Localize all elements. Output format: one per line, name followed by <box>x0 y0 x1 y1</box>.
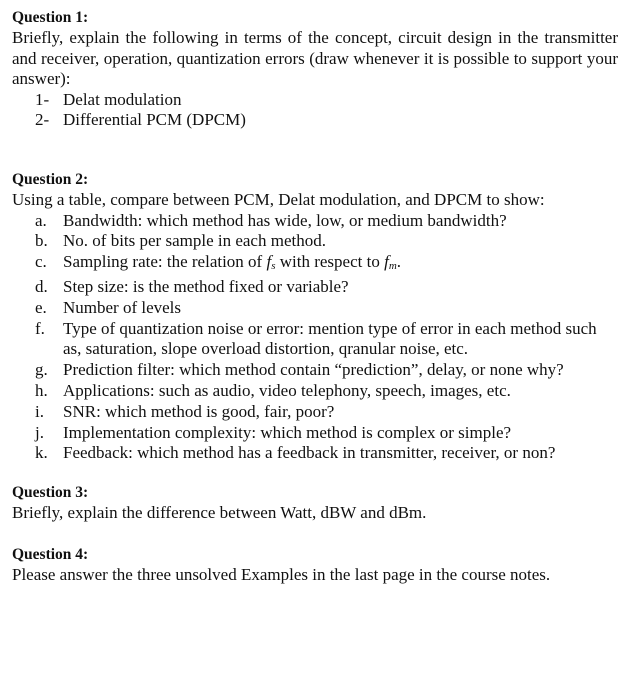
document-page <box>12 8 618 585</box>
list-item-label: Applications: such as audio, video telephony, speech, images, etc. <box>63 380 511 400</box>
list-marker: g. <box>35 360 48 380</box>
question-4-heading: Question 4: <box>12 545 89 563</box>
list-marker: 1- <box>35 89 50 109</box>
question-2-heading: Question 2: <box>12 171 89 189</box>
list-item <box>12 277 618 298</box>
list-marker: c. <box>35 252 47 272</box>
question-4-text: Please answer the three unsolved Examples in the last page in the course notes. <box>12 564 551 584</box>
list-item <box>12 423 618 444</box>
list-item-label: No. of bits per sample in each method. <box>63 231 326 251</box>
list-item-label: Type of quantization noise or error: mention type of error in each method such as, saturation, slope overload distortion, qranular noise, etc. <box>63 318 597 359</box>
list-item <box>12 110 618 131</box>
fm-subscript: m <box>388 260 397 273</box>
list-item-label: Implementation complexity: which method is complex or simple? <box>63 422 512 442</box>
list-item <box>12 231 618 252</box>
question-1-list <box>12 90 618 132</box>
list-item <box>12 381 618 402</box>
list-item-label: Step size: is the method fixed or variable? <box>63 276 349 296</box>
question-2-text: Using a table, compare between PCM, Delat modulation, and DPCM to show: <box>12 190 545 210</box>
list-item <box>12 360 618 381</box>
fs-subscript: s <box>271 260 276 273</box>
list-item <box>12 443 618 464</box>
list-item-label: Delat modulation <box>63 89 182 109</box>
list-marker: e. <box>35 297 47 317</box>
list-item <box>12 211 618 232</box>
fs-symbol: f <box>266 252 272 272</box>
list-marker: k. <box>35 443 48 463</box>
list-marker: b. <box>35 231 48 251</box>
question-3 <box>12 483 618 524</box>
question-4 <box>12 545 618 586</box>
list-item-label: Number of levels <box>63 297 182 317</box>
list-marker: j. <box>35 422 44 442</box>
question-2-list <box>12 211 618 465</box>
list-item-label: SNR: which method is good, fair, poor? <box>63 401 335 421</box>
question-2 <box>12 170 618 464</box>
list-item-label: Feedback: which method has a feedback in transmitter, receiver, or non? <box>63 443 556 463</box>
list-item <box>12 319 618 361</box>
list-marker: a. <box>35 210 47 230</box>
list-item <box>12 252 618 277</box>
list-marker: d. <box>35 276 48 296</box>
list-item <box>12 90 618 111</box>
list-item-label: Prediction filter: which method contain “prediction”, delay, or none why? <box>63 360 564 380</box>
list-marker: f. <box>35 318 45 338</box>
question-1 <box>12 8 618 131</box>
list-item-label: Differential PCM (DPCM) <box>63 110 246 130</box>
question-1-text: Briefly, explain the following in terms of the concept, circuit design in the transmitter and receiver, operation, quantization errors (draw whenever it is possible to support your answer): <box>12 28 618 88</box>
list-marker: 2- <box>35 110 50 130</box>
question-1-heading: Question 1: <box>12 9 89 26</box>
list-item-label-suffix: . <box>396 252 402 272</box>
list-item-label-prefix: Sampling rate: the relation of <box>63 252 267 272</box>
fm-symbol: f <box>384 252 389 272</box>
list-item <box>12 402 618 423</box>
list-marker: h. <box>35 380 48 400</box>
list-item-label: Bandwidth: which method has wide, low, or medium bandwidth? <box>63 210 507 230</box>
list-item <box>12 298 618 319</box>
question-3-heading: Question 3: <box>12 484 89 502</box>
list-item-label-middle: with respect to <box>275 252 385 272</box>
question-3-text: Briefly, explain the difference between Watt, dBW and dBm. <box>12 503 427 523</box>
list-marker: i. <box>35 401 44 421</box>
